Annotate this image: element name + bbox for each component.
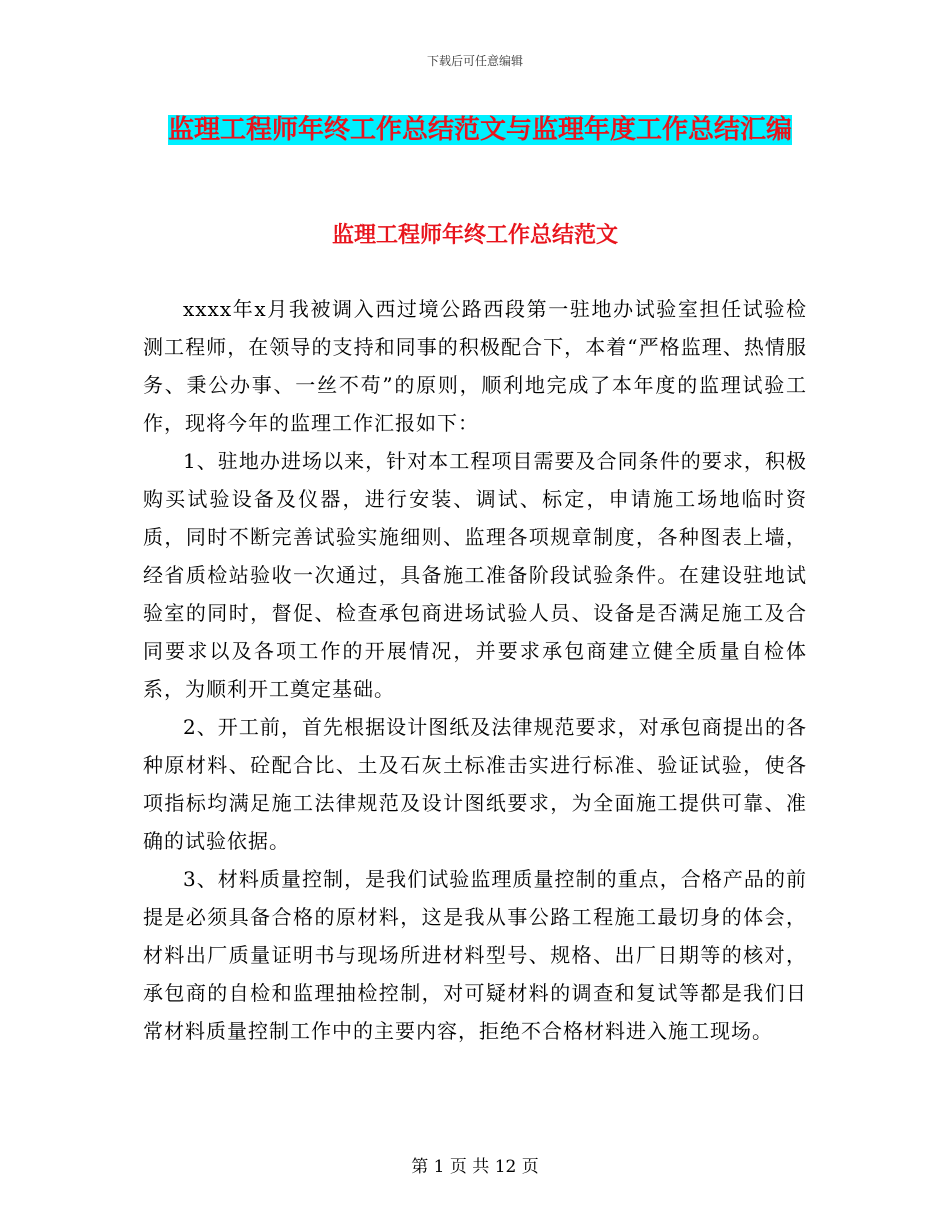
section-title: 监理工程师年终工作总结范文 xyxy=(331,223,618,248)
paragraph-1: 1、驻地办进场以来，针对本工程项目需要及合同条件的要求，积极购买试验设备及仪器，进行安装、调试、标定，申请施工场地临时资质，同时不断完善试验实施细则、监理各项规章制度，各种图表上墙，经省质检站验收一次通过，具备施工准备阶段试验条件。在建设驻地试验室的同时，督促、检查承包商进场试验人员、设备是否满足施工及合同要求以及各项工作的开展情况，并要求承包商建立健全质量自检体系，为顺利开工奠定基础。 xyxy=(143,449,807,701)
document-body xyxy=(143,290,807,1050)
paragraph-3: 3、材料质量控制，是我们试验监理质量控制的重点，合格产品的前提是必须具备合格的原材料，这是我从事公路工程施工最切身的体会，材料出厂质量证明书与现场所进材料型号、规格、出厂日期等的核对，承包商的自检和监理抽检控制，对可疑材料的调查和复试等都是我们日常材料质量控制工作中的主要内容，拒绝不合格材料进入施工现场。 xyxy=(143,867,807,1043)
paragraph-2: 2、开工前，首先根据设计图纸及法律规范要求，对承包商提出的各种原材料、砼配合比、土及石灰土标准击实进行标准、验证试验，使各项指标均满足施工法律规范及设计图纸要求，为全面施工提供可靠、准确的试验依据。 xyxy=(143,715,807,853)
document-title-text: 监理工程师年终工作总结范文与监理年度工作总结汇编 xyxy=(167,115,792,145)
page-footer: 第 1 页 共 12 页 xyxy=(411,1157,539,1177)
paragraph-intro: xxxx年x月我被调入西过境公路西段第一驻地办试验室担任试验检测工程师，在领导的支持和同事的积极配合下，本着“严格监理、热情服务、秉公办事、一丝不苟”的原则，顺利地完成了本年度的监理试验工作，现将今年的监理工作汇报如下： xyxy=(143,297,807,435)
document-title xyxy=(145,108,815,152)
header-note: 下载后可任意编辑 xyxy=(426,54,523,68)
